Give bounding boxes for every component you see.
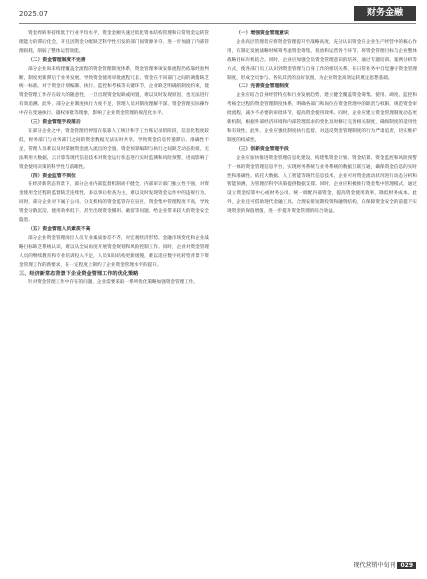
body-paragraph: 部分企业尚未构建覆盖全流程的资金管理制度体系，资金管理事项安排流程仍依靠经验判断，制度更新滞后于业务发展，导致资金使用审批流程冗长，资金在不同部门之间的调拨缺乏统一标准。对于资金计划编制、执行、监控和考核等关键环节，企业缺乏明确的制度约束，使资金管理工作存在较大的随意性，一旦出现资金短缺或闲置，难以及时发现原因，也无法进行有效追溯。此外，部分企业制度执行力度不足，管理人员对制度理解不深，资金管理实际操作中存在变通执行、越权审批等现象，影响了企业资金管理的规范化水平。 [19,66,209,117]
left-text-column [19,30,209,288]
issue-date: 2025.07 [19,10,48,18]
section-heading: （二）资金管理制度不完善 [28,57,86,63]
section-heading: （一）增强资金管理意识 [236,31,289,36]
section-heading: （三）资金管理手段落后 [28,120,81,126]
section-heading: （二）完善资金管理制度 [236,84,289,90]
body-paragraph: 企业应结合自身经营特点和行业发展趋势，建立健全覆盖资金筹集、使用、调度、监控和考核全过程的资金管理制度体系，明确各部门和岗位在资金管理中的职责与权限，规范资金审批流程，减少不必要的审批环节，提高资金使用效率。同时，企业应建立资金管理制度动态更新机制，根据外部经济环境和内部管理需求的变化及时修订完善相关制度，确保制度的适用性和有效性。此外，企业应强化制度执行监督，对违反资金管理制度的行为严肃追责，切实维护制度的权威性。 [227,93,417,143]
section-heading: 三、经济新常态背景下企业资金管理工作的优化策略 [19,271,139,278]
body-paragraph: 在经济新常态背景下，部分企业内部监督机制尚不健全，内部审计部门独立性不强，对资金使用全过程的监督缺乏连续性，多以事后检查为主，难以及时发现资金运作中的违规行为。同时，部分企业对下属子公司、分支机构的资金监管存在盲区，资金集中管理程度不高，导致资金分散沉淀、使用效率低下，甚至出现资金挪用、截留等问题，给企业带来较大的资金安全隐患。 [19,182,209,224]
section-heading: （三）创新资金管理手段 [236,146,289,152]
page-footer [353,560,416,569]
right-text-column [227,30,417,217]
journal-name: 现代营销中旬刊 [353,562,396,569]
section-tag: 财务金融 [354,6,416,21]
section-heading: （五）资金管理人员素质不高 [28,226,91,232]
body-paragraph: 资金周转率持续低于行业平均水平，资金金额失速过低化资本结构管理和日常资金运转管理能力的滞后化会，开且因资金分配缺乏科学性引发的部门间资源争夺，进一步加剧了内部管理损耗，削弱了整体运营效能。 [19,31,209,54]
body-paragraph: 部分企业资金管理岗位人员专业素质参差不齐，对宏观经济形势、金融市场变化和企业战略目标缺乏系统认识，难以从全局角度开展资金规划和风险控制工作。同时，企业对资金管理人员的继续教育和专业培训投入不足，人员知识结构更新缓慢，难以适应数字化转型背景下资金管理工作的新要求，在一定程度上制约了企业资金管理水平的提升。 [19,235,209,268]
header-divider [19,23,416,24]
body-paragraph: 企业高层管理者应将资金管理提升至战略高度，充分认识资金在企业生产经营中的核心作用，在制定发展战略时统筹考虑资金筹集、投放和运营各个环节，将资金管理目标与企业整体战略目标有机结合。同时，企业应加强全员资金管理意识的培养，通过专题培训、案例分析等方式，使各部门员工认识到资金管理与自身工作的密切关系，在日常业务中自觉遵守资金管理制度，形成全员参与、各负其责的良好氛围，为企业资金高效运转奠定思想基础。 [227,39,417,81]
page-number: 029 [397,562,416,569]
section-heading: （四）资金监管不到位 [28,173,76,179]
body-paragraph: 在部分企业之中，资金管理仍停留在依靠人工统计和手工台账记录的阶段，信息化程度较低，财务部门与业务部门之间的资金数据无法实时共享，导致资金信息传递滞后、准确性不足，管理人员难以及时掌握资金流入流出的全貌，资金预算编制与执行之间缺乏动态衔接，无法利用大数据、云计算等现代信息技术对资金运行状态进行实时监测和风险预警，进而影响了资金使用决策的科学性与前瞻性。 [19,128,209,170]
body-paragraph: 针对资金管理工作中存在的问题，企业需要采取一系列优化策略加强资金管理工作。 [28,280,198,286]
body-paragraph: 企业应加快推进资金管理信息化建设，构建集资金计划、资金结算、资金监控和风险预警于一体的资金管理信息平台，实现财务系统与业务系统的数据互联互通，确保资金信息的实时性和准确性。依托大数据、人工智能等现代信息技术，企业可对资金流动状况进行动态分析和智能预测，为管理层科学决策提供数据支撑。同时，企业应积极推行资金集中管理模式，通过设立资金结算中心或财务公司，统一调配内部资金，提高资金使用效率，降低财务成本。此外，企业还可借助现代金融工具，合理安排短期投资和融资结构，在保障资金安全的前提下实现资金的保值增值，进一步提升资金管理的综合效益。 [227,155,417,215]
